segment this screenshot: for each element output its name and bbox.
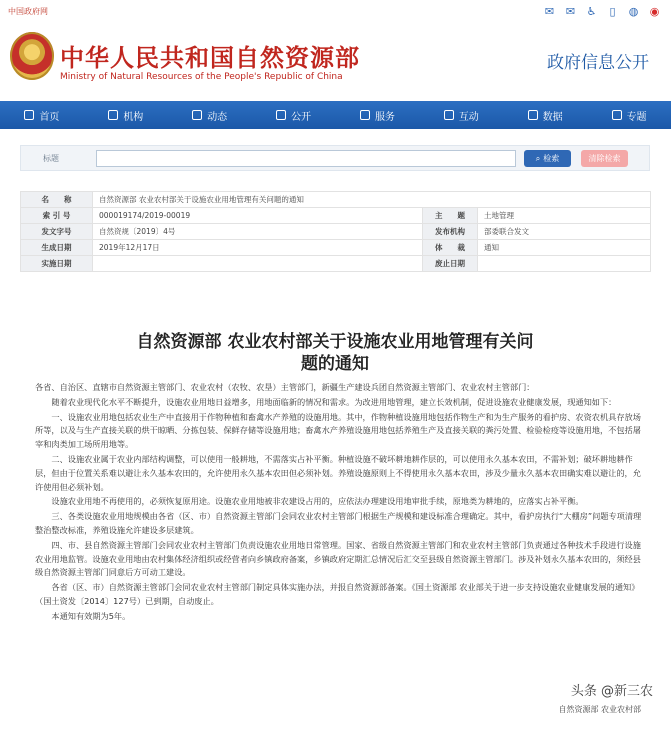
home-icon bbox=[24, 110, 34, 120]
document-title-line2: 题的通知 bbox=[301, 354, 369, 374]
document-body bbox=[35, 381, 643, 625]
nav-item-service[interactable]: 服务 bbox=[336, 108, 420, 123]
ministry-name: 中华人民共和国自然资源部 bbox=[60, 44, 360, 72]
document-title-line1: 自然资源部 农业农村部关于设施农业用地管理有关问 bbox=[136, 332, 534, 352]
paragraph-3: 二、设施农业属于农业内部结构调整，可以使用一般耕地，不需落实占补平衡。种植设施不破坏耕地耕作层的，可以使用永久基本农田，不需补划；破坏耕地耕作层，但由于位置关系难以避让永久基本农田的，允许使用永久基本农田但必须补划。养殖设施原则上不得使用永久基本农田，涉及少量永久基本农田确实难以避让的，允许使用但必须补划。 bbox=[35, 453, 641, 492]
national-emblem-icon bbox=[10, 32, 54, 80]
mobile-icon[interactable]: ▯ bbox=[609, 5, 616, 18]
doc-no-value: 自然资规〔2019〕4号 bbox=[93, 224, 423, 240]
interact-icon bbox=[444, 110, 454, 120]
paragraph-8: 本通知有效期为5年。 bbox=[51, 610, 131, 621]
site-header bbox=[0, 24, 671, 98]
issuer-value: 部委联合发文 bbox=[478, 224, 651, 240]
nav-item-news[interactable]: 动态 bbox=[168, 108, 252, 123]
nav-item-org[interactable]: 机构 bbox=[84, 108, 168, 123]
search-input[interactable] bbox=[96, 150, 516, 167]
nav-item-data[interactable]: 数据 bbox=[503, 108, 587, 123]
topic-icon bbox=[612, 110, 622, 120]
paragraph-7: 各省（区、市）自然资源主管部门会同农业农村主管部门制定具体实施办法，并报自然资源部备案。《国土资源部 农业部关于进一步支持设施农业健康发展的通知》（国土资发〔2014〕127号）已到期，自动废止。 bbox=[35, 582, 640, 606]
gov-portal-link[interactable]: 中国政府网 bbox=[8, 7, 48, 16]
nav-item-interact[interactable]: 互动 bbox=[419, 108, 503, 123]
date-label: 生成日期 bbox=[21, 240, 93, 256]
public-icon bbox=[276, 110, 286, 120]
paragraph-1: 随着农业现代化水平不断提升，设施农业用地日益增多，用地面临新的情况和需求。为改进用地管理，建立长效机制，促进设施农业健康发展，现通知如下： bbox=[51, 396, 617, 407]
org-icon bbox=[108, 110, 118, 120]
data-icon bbox=[528, 110, 538, 120]
issuer-label: 发布机构 bbox=[423, 224, 478, 240]
accessibility-icon[interactable]: ♿ bbox=[586, 5, 597, 18]
search-bar bbox=[20, 145, 650, 171]
repeal-date-label: 废止日期 bbox=[423, 256, 478, 272]
doc-no-label: 发文字号 bbox=[21, 224, 93, 240]
genre-label: 体 裁 bbox=[423, 240, 478, 256]
nav-item-home[interactable]: 首页 bbox=[0, 108, 84, 123]
repeal-date-value bbox=[478, 256, 651, 272]
paragraph-4: 设施农业用地不再使用的，必须恢复原用途。设施农业用地被非农建设占用的，应依法办理建设用地审批手续，原地类为耕地的，应落实占补平衡。 bbox=[51, 496, 584, 507]
document-meta-table bbox=[20, 191, 651, 272]
main-nav bbox=[0, 101, 671, 129]
index-label: 索 引 号 bbox=[21, 208, 93, 224]
topic-label: 主 题 bbox=[423, 208, 478, 224]
topic-value: 土地管理 bbox=[478, 208, 651, 224]
name-label: 名 称 bbox=[21, 192, 93, 208]
news-icon bbox=[192, 110, 202, 120]
nav-item-public[interactable]: 公开 bbox=[252, 108, 336, 123]
salutation: 各省、自治区、直辖市自然资源主管部门、农业农村（农牧、农垦）主管部门，新疆生产建设兵团自然资源主管部门、农业农村主管部门： bbox=[35, 382, 535, 392]
date-value: 2019年12月17日 bbox=[93, 240, 423, 256]
search-button[interactable]: ⌕ 检索 bbox=[524, 150, 571, 167]
top-bar bbox=[0, 0, 671, 24]
paragraph-2: 一、设施农业用地包括农业生产中直接用于作物种植和畜禽水产养殖的设施用地。其中，作物种植设施用地包括作物生产和为生产服务的看护房、农资农机具存放场所等，以及与生产直接关联的烘干晾晒、分拣包装、保鲜存储等设施用地；畜禽水产养殖设施用地包括养殖生产及直接关联的粪污处置、检验检疫等设施用地，不包括屠宰和肉类加工场所用地等。 bbox=[35, 411, 641, 450]
clear-search-button[interactable]: 清除检索 bbox=[581, 150, 628, 167]
paragraph-5: 三、各类设施农业用地规模由各省（区、市）自然资源主管部门会同农业农村主管部门根据生产规模和建设标准合理确定。其中，看护房执行“大棚房”问题专项清理整治整改标准，养殖设施允许建设多层建筑。 bbox=[35, 511, 642, 535]
index-value: 000019174/2019-00019 bbox=[93, 208, 423, 224]
top-icon-group bbox=[543, 6, 661, 18]
weibo-icon[interactable]: ◉ bbox=[649, 5, 660, 18]
watermark: 头条 @新三农 bbox=[570, 684, 653, 699]
paragraph-6: 四、市、县自然资源主管部门会同农业农村主管部门负责设施农业用地日常管理。国家、省级自然资源主管部门和农业农村主管部门负责通过各种技术手段进行设施农业用地监管。设施农业用地由农村集体经济组织或经营者向乡镇政府备案，乡镇政府定期汇总情况后汇交至县级自然资源主管部门。涉及补划永久基本农田的，须经县级自然资源主管部门同意后方可动工建设。 bbox=[35, 539, 641, 578]
gov-info-title: 政府信息公开 bbox=[547, 53, 649, 73]
search-field-label: 标题 bbox=[43, 154, 59, 163]
service-icon bbox=[360, 110, 370, 120]
message-icon[interactable]: ✉ bbox=[565, 5, 576, 18]
nav-item-topic[interactable]: 专题 bbox=[587, 108, 671, 123]
name-value: 自然资源部 农业农村部关于设施农业用地管理有关问题的通知 bbox=[93, 192, 651, 208]
effective-date-value bbox=[93, 256, 423, 272]
genre-value: 通知 bbox=[478, 240, 651, 256]
ministry-name-en: Ministry of Natural Resources of the People's Republic of China bbox=[60, 72, 343, 82]
wechat-icon[interactable]: ◍ bbox=[628, 5, 639, 18]
search-icon: ⌕ bbox=[535, 153, 541, 163]
email-icon[interactable]: ✉ bbox=[544, 5, 555, 18]
effective-date-label: 实施日期 bbox=[21, 256, 93, 272]
document-signature: 自然资源部 农业农村部 bbox=[558, 705, 641, 714]
